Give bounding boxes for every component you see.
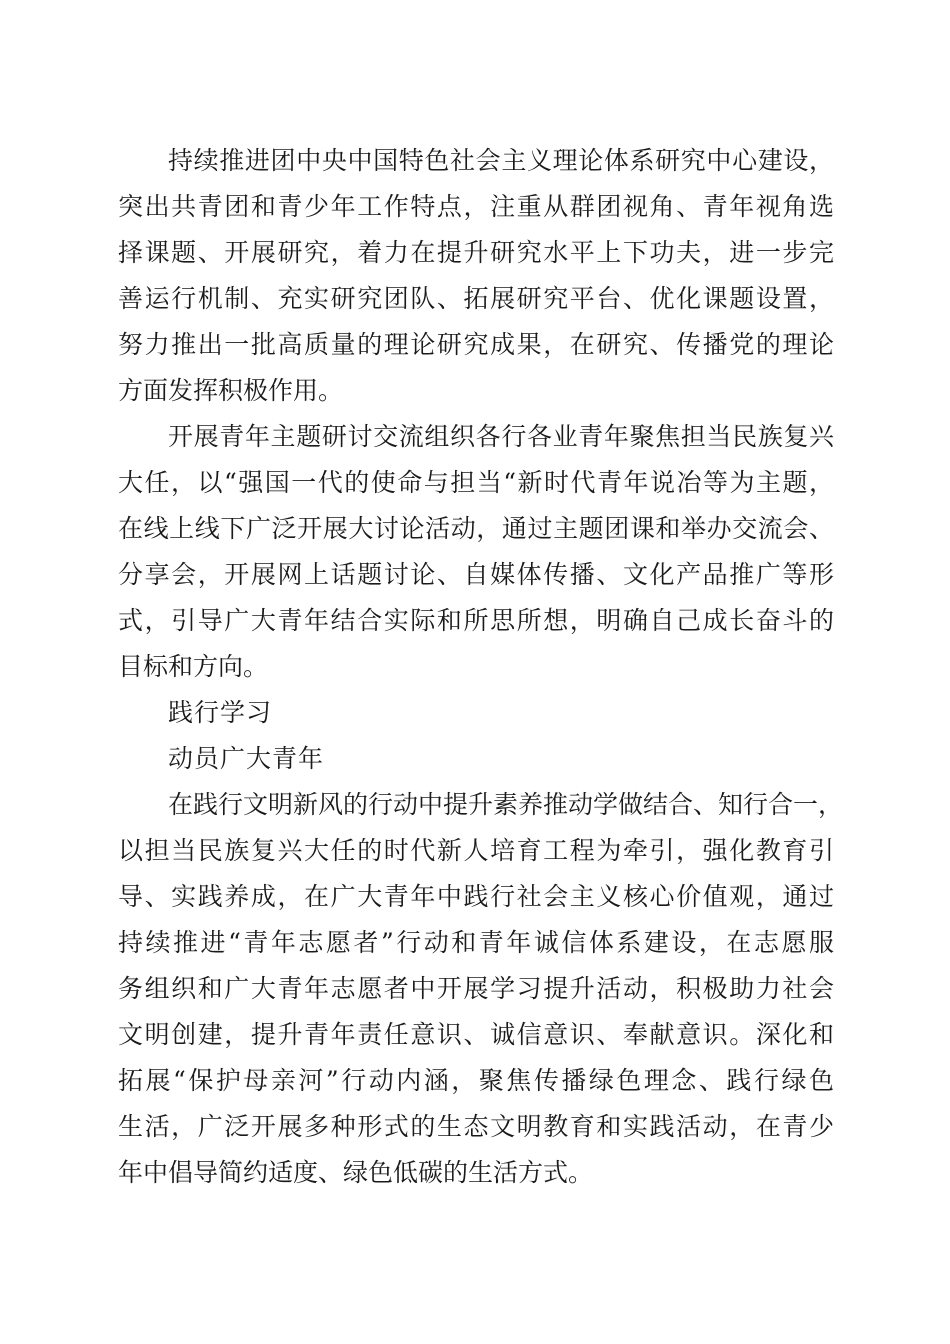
text-line: 分享会，开展网上话题讨论、自媒体传播、文化产品推广等形 [118, 560, 834, 589]
text-line: 善运行机制、充实研究团队、拓展研究平台、优化课题设置， [118, 284, 834, 313]
paragraph-civilization-practice [118, 782, 844, 1196]
text-line: 努力推出一批高质量的理论研究成果，在研究、传播党的理论 [118, 330, 834, 359]
document-body [118, 138, 844, 1196]
text-line: 择课题、开展研究，着力在提升研究水平上下功夫，进一步完 [118, 238, 834, 267]
text-line: 大任，以“强国一代的使命与担当“新时代青年说冶等为主题， [118, 468, 834, 497]
paragraph-youth-seminar [118, 414, 834, 690]
text-line: 导、实践养成，在广大青年中践行社会主义核心价值观，通过 [118, 882, 834, 911]
text-line: 年中倡导简约适度、绿色低碳的生活方式。 [118, 1158, 594, 1187]
text-line: 持续推进“青年志愿者”行动和青年诚信体系建设，在志愿服 [118, 928, 834, 957]
text-line: 突出共青团和青少年工作特点，注重从群团视角、青年视角选 [118, 192, 834, 221]
text-line: 在线上线下广泛开展大讨论活动，通过主题团课和举办交流会、 [118, 514, 834, 543]
text-line: 方面发挥积极作用。 [118, 376, 344, 405]
text-line: 在践行文明新风的行动中提升素养推动学做结合、知行合一， [168, 790, 844, 819]
section-heading-practice: 践行学习 [168, 698, 273, 727]
section-heading-mobilize: 动员广大青年 [168, 744, 325, 773]
text-line: 持续推进团中央中国特色社会主义理论体系研究中心建设， [168, 146, 834, 175]
text-line: 以担当民族复兴大任的时代新人培育工程为牵引，强化教育引 [118, 836, 834, 865]
text-line: 文明创建，提升青年责任意识、诚信意识、奉献意识。深化和 [118, 1020, 834, 1049]
text-line: 目标和方向。 [118, 652, 269, 681]
paragraph-research-center [118, 138, 834, 414]
text-line: 开展青年主题研讨交流组织各行各业青年聚焦担当民族复兴 [168, 422, 834, 451]
text-line: 生活，广泛开展多种形式的生态文明教育和实践活动，在青少 [118, 1112, 834, 1141]
text-line: 式，引导广大青年结合实际和所思所想，明确自己成长奋斗的 [118, 606, 834, 635]
text-line: 拓展“保护母亲河”行动内涵，聚焦传播绿色理念、践行绿色 [118, 1066, 834, 1095]
text-line: 务组织和广大青年志愿者中开展学习提升活动，积极助力社会 [118, 974, 834, 1003]
